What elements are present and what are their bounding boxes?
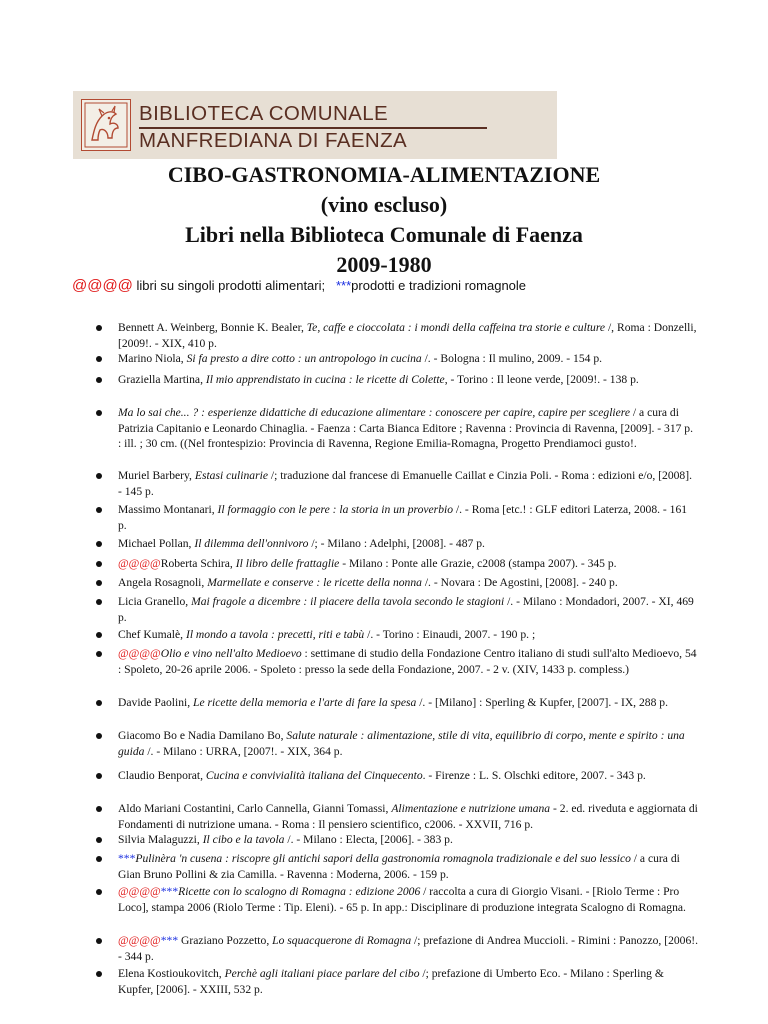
entry-author: Bennett A. Weinberg, Bonnie K. Bealer, <box>118 321 304 334</box>
at-marker: @@@@ <box>118 647 161 660</box>
list-item <box>118 594 698 625</box>
entry-title: Olio e vino nell'alto Medioevo <box>160 647 302 660</box>
entry-title: Il formaggio con le pere : la storia in un proverbio <box>217 503 454 516</box>
entry-title: Estasi culinarie <box>194 469 268 482</box>
legend-star-marker: *** <box>335 278 352 293</box>
list-item <box>118 884 698 931</box>
star-marker: *** <box>118 852 136 865</box>
legend-star-text: prodotti e tradizioni romagnole <box>351 278 527 293</box>
library-name-line-2: MANFREDIANA DI FAENZA <box>139 129 408 152</box>
entry-author: Licia Granello, <box>118 595 189 608</box>
entry-title: Il dilemma dell'onnivoro <box>194 537 309 550</box>
entry-author: Massimo Montanari, <box>118 503 215 516</box>
star-marker: *** <box>160 934 179 947</box>
entry-details: /. - Novara : De Agostini, [2008]. - 240 p. <box>421 576 618 589</box>
entry-details: /; prefazione di Umberto Eco. - Milano : Sperling & Kupfer, [2006]. - XXIII, 532 p. <box>118 967 664 996</box>
list-item <box>118 627 698 643</box>
entry-details: /. - Milano : Mondadori, 2007. - XI, 469 p. <box>118 595 694 624</box>
entry-details: - 2. ed. riveduta e aggiornata di Fondamenti di nutrizione umana. - Roma : Il pensiero scientifico, c2006. - XXVII, 716 p. <box>118 802 698 831</box>
entry-details: /. - [Milano] : Sperling & Kupfer, [2007]. - IX, 288 p. <box>416 696 668 709</box>
entry-author: Silvia Malaguzzi, <box>118 833 200 846</box>
entry-details: /. - Milano : Electa, [2006]. - 383 p. <box>284 833 453 846</box>
entry-title: Alimentazione e nutrizione umana <box>391 802 551 815</box>
entry-author: Claudio Benporat, <box>118 769 204 782</box>
entry-author: Davide Paolini, <box>118 696 191 709</box>
entry-title: Marmellate e conserve : le ricette della nonna <box>207 576 422 589</box>
entry-title: Si fa presto a dire cotto : un antropologo in cucina <box>186 352 422 365</box>
entry-title: Il libro delle frattaglie <box>235 557 340 570</box>
entry-author: Giacomo Bo e Nadia Damilano Bo, <box>118 729 284 742</box>
title-line-4: 2009-1980 <box>336 252 432 277</box>
entry-title: Ma lo sai che... ? : esperienze didattiche di educazione alimentare : conoscere per capire, capire per scegliere <box>118 406 631 419</box>
entry-details: /. - Torino : Einaudi, 2007. - 190 p. ; <box>364 628 536 641</box>
list-item <box>118 405 698 467</box>
entry-details: / raccolta a cura di Giorgio Visani. - [Riolo Terme : Pro Loco], stampa 2006 (Riolo Terme : Tip. Eleni). - 65 p. In app.: Disciplinare di produzione integrata Scalogno di Romagna. <box>118 885 686 914</box>
entry-author: Roberta Schira, <box>160 557 233 570</box>
entry-title: Il mondo a tavola : precetti, riti e tabù <box>185 628 365 641</box>
entry-details: /; traduzione dal francese di Emanuelle Caillat e Cinzia Poli. - Roma : edizioni e/o, [2008]. - 145 p. <box>118 469 692 498</box>
entry-author: Graziella Martina, <box>118 373 203 386</box>
entry-title: Il cibo e la tavola <box>202 833 285 846</box>
legend-at-marker: @@@@ <box>72 277 133 294</box>
list-item <box>118 351 698 367</box>
entry-details: /. - Roma [etc.! : GLF editori Laterza, 2008. - 161 p. <box>118 503 688 532</box>
entry-author: Michael Pollan, <box>118 537 192 550</box>
list-item <box>118 575 698 591</box>
entry-author: Marino Niola, <box>118 352 184 365</box>
entry-author: Muriel Barbery, <box>118 469 192 482</box>
list-item <box>118 556 698 572</box>
title-line-2: (vino escluso) <box>320 192 448 217</box>
document-titles <box>0 160 768 280</box>
entry-author: Elena Kostioukovitch, <box>118 967 222 980</box>
entry-author: Chef Kumalè, <box>118 628 184 641</box>
title-line-1: CIBO-GASTRONOMIA-ALIMENTAZIONE <box>167 162 601 187</box>
entry-title: Il mio apprendistato in cucina : le ricette di Colette <box>205 373 445 386</box>
entry-details: / a cura di Patrizia Capitanio e Leonardo Chinaglia. - Faenza : Carta Bianca Editore ; Ravenna : Provincia di Ravenna, [2009]. - 317 p. : ill. ; 30 cm. ((Nel frontespizio: Provincia di Ravenna, Regione Emilia-Romagna, Progetto Prendiamoci gusto!. <box>118 406 694 450</box>
entry-title: Lo squacquerone di Romagna <box>272 934 412 947</box>
entry-details: /. - Bologna : Il mulino, 2009. - 154 p. <box>421 352 603 365</box>
list-item <box>118 933 698 964</box>
list-item <box>118 851 698 882</box>
list-item <box>118 966 698 997</box>
legend-at-text: libri su singoli prodotti alimentari; <box>132 278 326 293</box>
entry-title: Perchè agli italiani piace parlare del cibo <box>224 967 420 980</box>
list-item <box>118 695 698 726</box>
list-item <box>118 372 698 403</box>
entry-title: Cucina e convivialità italiana del Cinquecento <box>205 769 423 782</box>
entry-details: - Milano : Ponte alle Grazie, c2008 (stampa 2007). - 345 p. <box>339 557 617 570</box>
entry-details: , - Torino : Il leone verde, [2009!. - 138 p. <box>444 373 639 386</box>
entry-details: : settimane di studio della Fondazione Centro italiano di studi sull'alto Medioevo, 54 : Spoleto, 20-26 aprile 2006. - Spoleto : presso la sede della Fondazione, 2007. - 2 v. (XIV, 1433 p. compless.) <box>118 647 697 676</box>
entry-title: Ricette con lo scalogno di Romagna : edizione 2006 <box>178 885 421 898</box>
legend <box>72 277 526 294</box>
entry-title: Mai fragole a dicembre : il piacere della tavola secondo le stagioni <box>191 595 505 608</box>
entry-author: Graziano Pozzetto, <box>178 934 270 947</box>
title-line-3: Libri nella Biblioteca Comunale di Faenza <box>185 222 583 247</box>
entry-details: / a cura di Gian Bruno Pollini & zia Camilla. - Ravenna : Moderna, 2006. - 159 p. <box>118 852 680 881</box>
list-item <box>118 468 698 499</box>
list-item <box>118 536 698 552</box>
star-marker: *** <box>160 885 179 898</box>
list-item <box>118 832 698 848</box>
entry-title: Te, caffe e cioccolata : i mondi della caffeina tra storie e culture <box>306 321 606 334</box>
list-item <box>118 320 698 351</box>
entry-details: /. - Milano : URRA, [2007!. - XIX, 364 p. <box>144 744 343 758</box>
entry-author: Angela Rosagnoli, <box>118 576 205 589</box>
entry-title: Le ricette della memoria e l'arte di fare la spesa <box>193 696 417 709</box>
list-item <box>118 502 698 533</box>
list-item <box>118 768 698 799</box>
library-name-line-1: BIBLIOTECA COMUNALE <box>139 102 389 125</box>
library-banner <box>73 91 557 159</box>
entry-details: /, Roma : Donzelli, [2009!. - XIX, 410 p. <box>118 321 697 350</box>
entry-details: /; - Milano : Adelphi, [2008]. - 487 p. <box>308 537 485 550</box>
library-logo-icon <box>81 99 131 151</box>
entry-title: Salute naturale : alimentazione, stile di vita, equilibrio di corpo, mente e spirito : una guida <box>118 729 685 758</box>
entry-details: /; prefazione di Andrea Muccioli. - Rimini : Panozzo, [2006!. - 344 p. <box>118 934 699 963</box>
at-marker: @@@@ <box>118 885 161 898</box>
entry-details: . - Firenze : L. S. Olschki editore, 2007. - 343 p. <box>422 769 646 782</box>
list-item <box>118 646 698 693</box>
at-marker: @@@@ <box>118 934 161 947</box>
entry-author: Aldo Mariani Costantini, Carlo Cannella, Gianni Tomassi, <box>118 802 389 815</box>
at-marker: @@@@ <box>118 557 161 570</box>
entry-title: Pulinèra 'n cusena : riscopre gli antichi sapori della gastronomia romagnola tradizionale e del suo lessico <box>135 852 631 865</box>
